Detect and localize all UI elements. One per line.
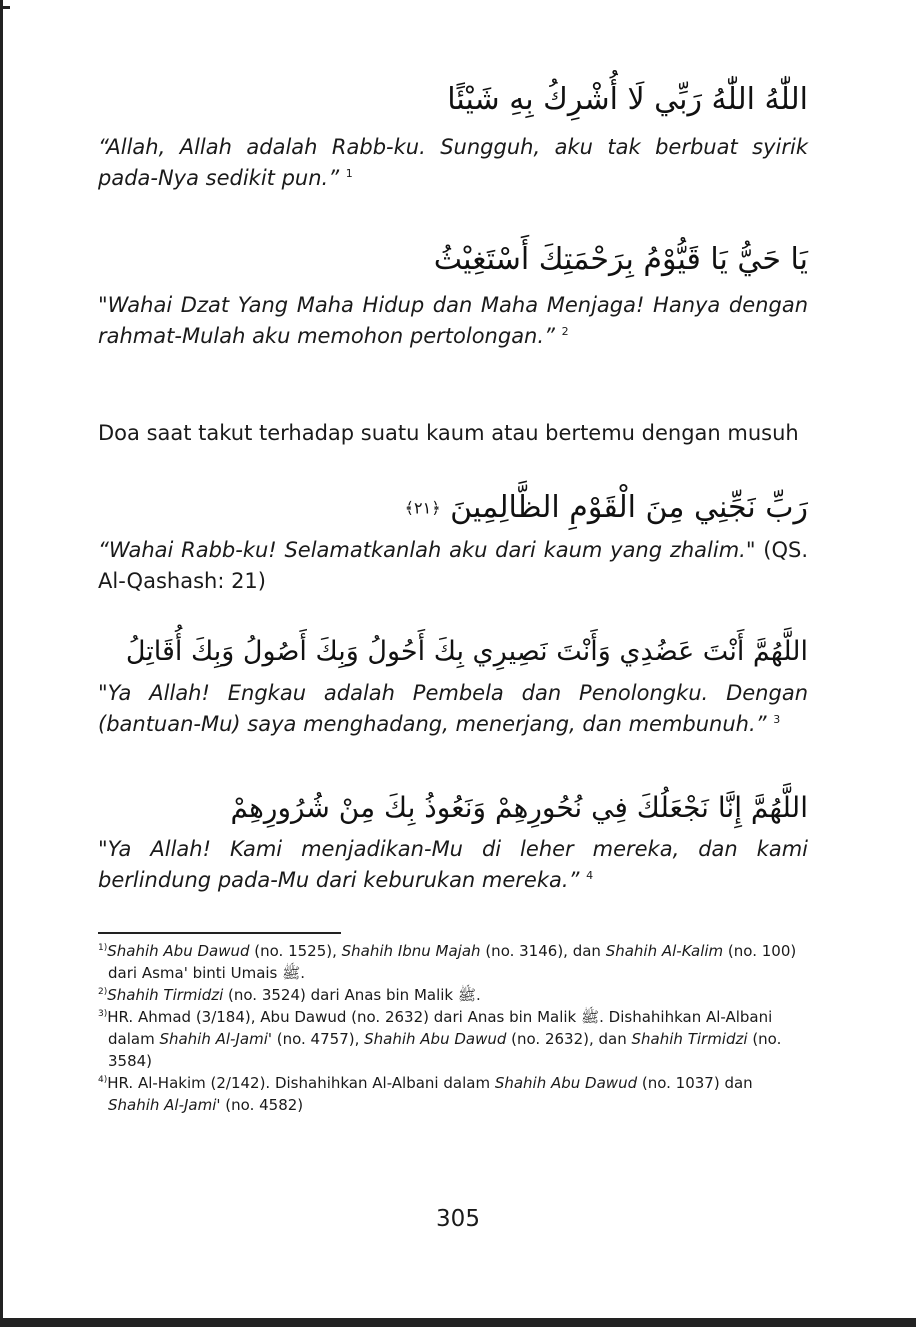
footnote-source-title: Shahih Al-Jami' bbox=[108, 1096, 221, 1114]
dua-3-arabic: اللَّهُمَّ أَنْتَ عَضُدِي وَأَنْتَ نَصِيرِي بِكَ أَحُولُ وَبِكَ أَصُولُ وَبِكَ أُقَاتِلُ bbox=[125, 636, 808, 667]
page-corner-mark bbox=[0, 6, 10, 9]
footnote-text: (no. 4582) bbox=[220, 1096, 304, 1114]
quran-reference: (QS. Al-Qashash: 21) bbox=[98, 537, 808, 593]
dua-2-arabic: يَا حَيُّ يَا قَيُّوْمُ بِرَحْمَتِكَ أَسْتَغِيْثُ bbox=[433, 242, 808, 277]
footnote-ref-4: 4 bbox=[586, 869, 594, 882]
page-number: 305 bbox=[436, 1206, 480, 1232]
quran-arabic-text: رَبِّ نَجِّنِي مِنَ الْقَوْمِ الظَّالِمِينَ bbox=[450, 490, 808, 525]
footnote-ref-2: 2 bbox=[561, 325, 569, 338]
footnote-text: (no. 1525), bbox=[249, 942, 342, 960]
footnote-source-title: Shahih Al-Kalim bbox=[605, 942, 724, 960]
footnote-text: (no. 3584) bbox=[108, 1030, 782, 1070]
dua-3 bbox=[98, 630, 808, 740]
dua-1-arabic: اللّٰهُ اللّٰهُ رَبِّي لَا أُشْرِكُ بِهِ شَيْئًا bbox=[447, 82, 808, 117]
footnote-number: 4) bbox=[98, 1075, 108, 1085]
quran-verse bbox=[98, 486, 808, 597]
dua-3-translation-text: "Ya Allah! Engkau adalah Pembela dan Penolongku. Dengan (bantuan-Mu) saya menghadang, menerjang, dan membunuh.” bbox=[98, 681, 808, 736]
footnote-source-title: Shahih Tirmidzi bbox=[631, 1030, 748, 1048]
footnote-text: (no. 2632), dan bbox=[506, 1030, 632, 1048]
footnote-divider bbox=[98, 932, 341, 934]
footnote-source-title: Shahih Tirmidzi bbox=[107, 986, 224, 1004]
quran-translation-text: “Wahai Rabb-ku! Selamatkanlah aku dari kaum yang zhalim." bbox=[98, 537, 756, 562]
footnote-source-title: Shahih Abu Dawud bbox=[494, 1074, 638, 1092]
footnote-source-title: Shahih Abu Dawud bbox=[364, 1030, 507, 1048]
dua-4-translation bbox=[98, 834, 808, 896]
dua-4-arabic: اللَّهُمَّ إِنَّا نَجْعَلُكَ فِي نُحُورِهِمْ وَنَعُوذُ بِكَ مِنْ شُرُورِهِمْ bbox=[230, 791, 808, 824]
footnote-ref-3: 3 bbox=[773, 713, 781, 726]
footnotes bbox=[98, 940, 808, 1116]
footnote-text: (no. 4757), bbox=[271, 1030, 365, 1048]
dua-2-translation-text: "Wahai Dzat Yang Maha Hidup dan Maha Menjaga! Hanya dengan rahmat-Mulah aku memohon pertolongan.” bbox=[98, 293, 808, 348]
ayah-marker: ﴿٢١﴾ bbox=[404, 498, 441, 518]
dua-1 bbox=[98, 78, 808, 194]
footnote-1 bbox=[98, 940, 808, 984]
footnote-text: (no. 3524) dari Anas bin Malik ﷺ. bbox=[223, 986, 481, 1004]
footnote-number: 1) bbox=[98, 943, 108, 953]
page-bottom-edge bbox=[0, 1318, 916, 1327]
footnote-2 bbox=[98, 984, 808, 1006]
footnote-ref-1: 1 bbox=[345, 167, 353, 180]
page-left-edge bbox=[0, 0, 3, 1327]
dua-3-translation bbox=[98, 678, 808, 740]
footnote-number: 3) bbox=[98, 1009, 108, 1019]
footnote-text: (no. 3146), dan bbox=[480, 942, 606, 960]
footnote-4 bbox=[98, 1072, 808, 1116]
quran-translation bbox=[98, 535, 808, 597]
dua-1-translation bbox=[98, 132, 808, 194]
section-heading bbox=[98, 418, 808, 449]
section-heading-text: Doa saat takut terhadap suatu kaum atau bertemu dengan musuh bbox=[98, 421, 799, 445]
footnote-source-title: Shahih Ibnu Majah bbox=[341, 942, 481, 960]
dua-1-translation-text: “Allah, Allah adalah Rabb-ku. Sungguh, aku tak berbuat syirik pada-Nya sedikit pun.” bbox=[98, 135, 808, 190]
dua-4-translation-text: "Ya Allah! Kami menjadikan-Mu di leher mereka, dan kami berlindung pada-Mu dari keburukan mereka.” bbox=[98, 837, 808, 892]
footnote-text: HR. Al-Hakim (2/142). Dishahihkan Al-Albani dalam bbox=[107, 1074, 495, 1092]
footnote-source-title: Shahih Al-Jami' bbox=[159, 1030, 272, 1048]
dua-4 bbox=[98, 786, 808, 896]
dua-2-translation bbox=[98, 290, 808, 352]
footnote-text: (no. 1037) dan bbox=[637, 1074, 753, 1092]
footnote-source-title: Shahih Abu Dawud bbox=[107, 942, 250, 960]
footnote-text: HR. Ahmad (3/184), Abu Dawud (no. 2632) dari Anas bin Malik ﷺ. Dishahihkan Al-Albani dalam bbox=[107, 1008, 773, 1048]
footnote-number: 2) bbox=[98, 987, 108, 997]
dua-2 bbox=[98, 238, 808, 352]
footnote-3 bbox=[98, 1006, 808, 1072]
footnote-text: (no. 100) dari Asma' binti Umais ﷺ. bbox=[108, 942, 797, 982]
quran-arabic bbox=[98, 486, 808, 531]
